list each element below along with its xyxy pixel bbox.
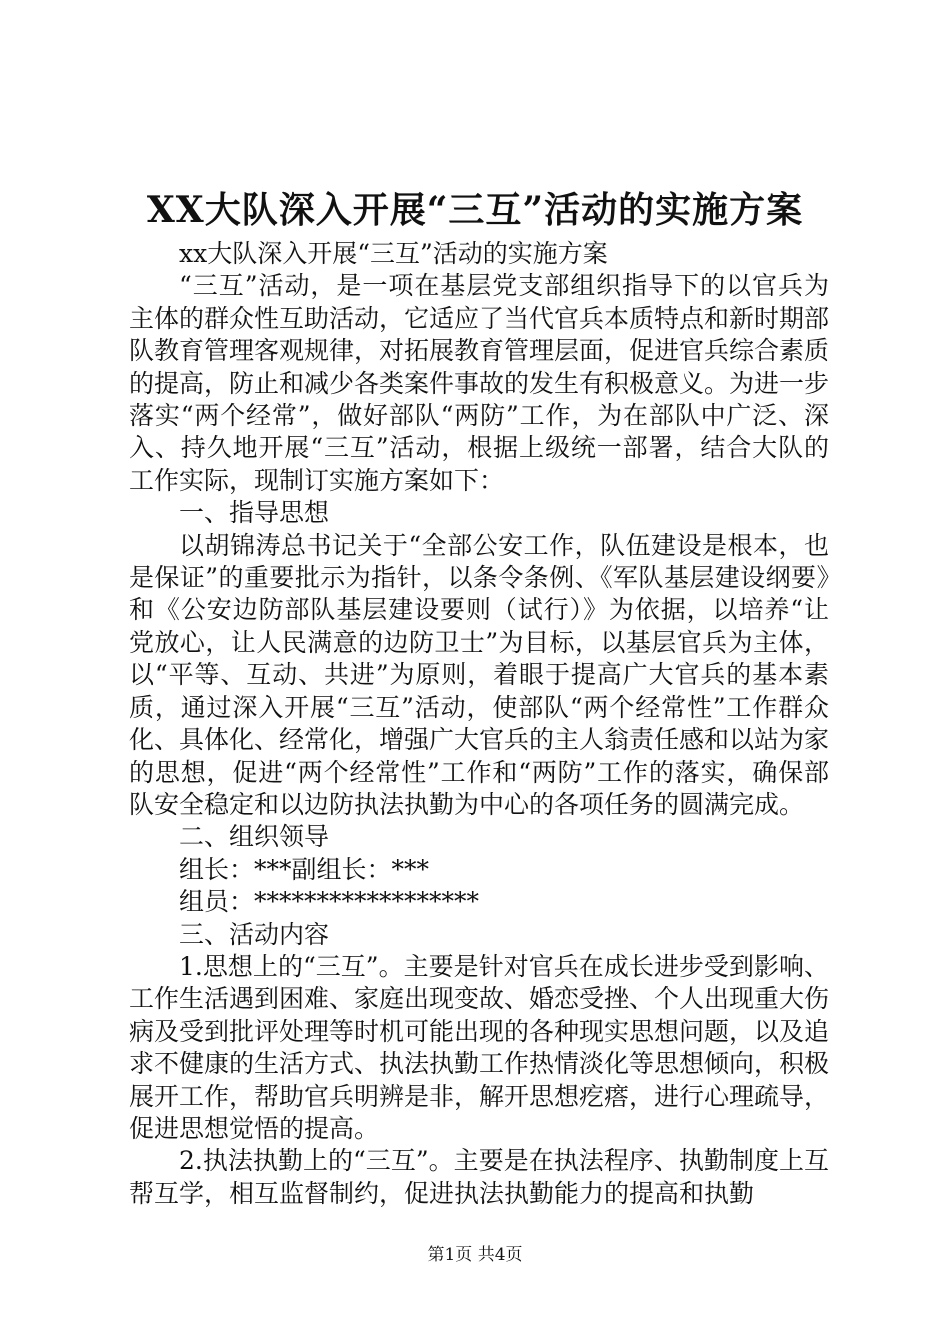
document-subtitle: xx大队深入开展“三互”活动的实施方案 <box>179 239 608 268</box>
section-heading-guiding-ideology: 一、指导思想 <box>179 498 330 528</box>
section-heading-activity-content: 三、活动内容 <box>179 919 330 949</box>
paragraph-item-1: 1.思想上的“三互”。主要是针对官兵在成长进步受到影响、工作生活遇到困难、家庭出现变故、婚恋受挫、个人出现重大伤病及受到批评处理等时机可能出现的各种现实思想问题，以及追求不健康的生活方式、执法执勤工作热情淡化等思想倾向，积极展开工作，帮助官兵明辨是非，解开思想疙瘩，进行心理疏导，促进思想觉悟的提高。 <box>129 951 830 1143</box>
section-heading-organization: 二、组织领导 <box>179 822 330 852</box>
page-footer: 第1页 共4页 <box>427 1245 523 1265</box>
paragraph-item-2: 2.执法执勤上的“三互”。主要是在执法程序、执勤制度上互帮互学，相互监督制约，促进执法执勤能力的提高和执勤 <box>129 1146 829 1208</box>
paragraph-group-leader: 组长：***副组长：*** <box>179 854 430 884</box>
paragraph-guiding-ideology: 以胡锦涛总书记关于“全部公安工作，队伍建设是根本，也是保证”的重要批示为指针，以条令条例、《军队基层建设纲要》和《公安边防部队基层建设要则（试行）》为依据，以培养“让党放心，让人民满意的边防卫士”为目标，以基层官兵为主体，以“平等、互动、共进”为原则，着眼于提高广大官兵的基本素质，通过深入开展“三互”活动，使部队“两个经常性”工作群众化、具体化、经常化，增强广大官兵的主人翁责任感和以站为家的思想，促进“两个经常性”工作和“两防”工作的落实，确保部队安全稳定和以边防执法执勤为中心的各项任务的圆满完成。 <box>129 530 830 819</box>
paragraph-group-members: 组员：****************** <box>179 887 480 917</box>
document-body <box>129 238 829 1210</box>
document-title: XX大队深入开展“三互”活动的实施方案 <box>146 189 804 231</box>
paragraph-intro: “三互”活动，是一项在基层党支部组织指导下的以官兵为主体的群众性互助活动，它适应了当代官兵本质特点和新时期部队教育管理客观规律，对拓展教育管理层面，促进官兵综合素质的提高，防止和减少各类案件事故的发生有积极意义。为进一步落实“两个经常”，做好部队“两防”工作，为在部队中广泛、深入、持久地开展“三互”活动，根据上级统一部署，结合大队的工作实际，现制订实施方案如下： <box>129 271 830 495</box>
